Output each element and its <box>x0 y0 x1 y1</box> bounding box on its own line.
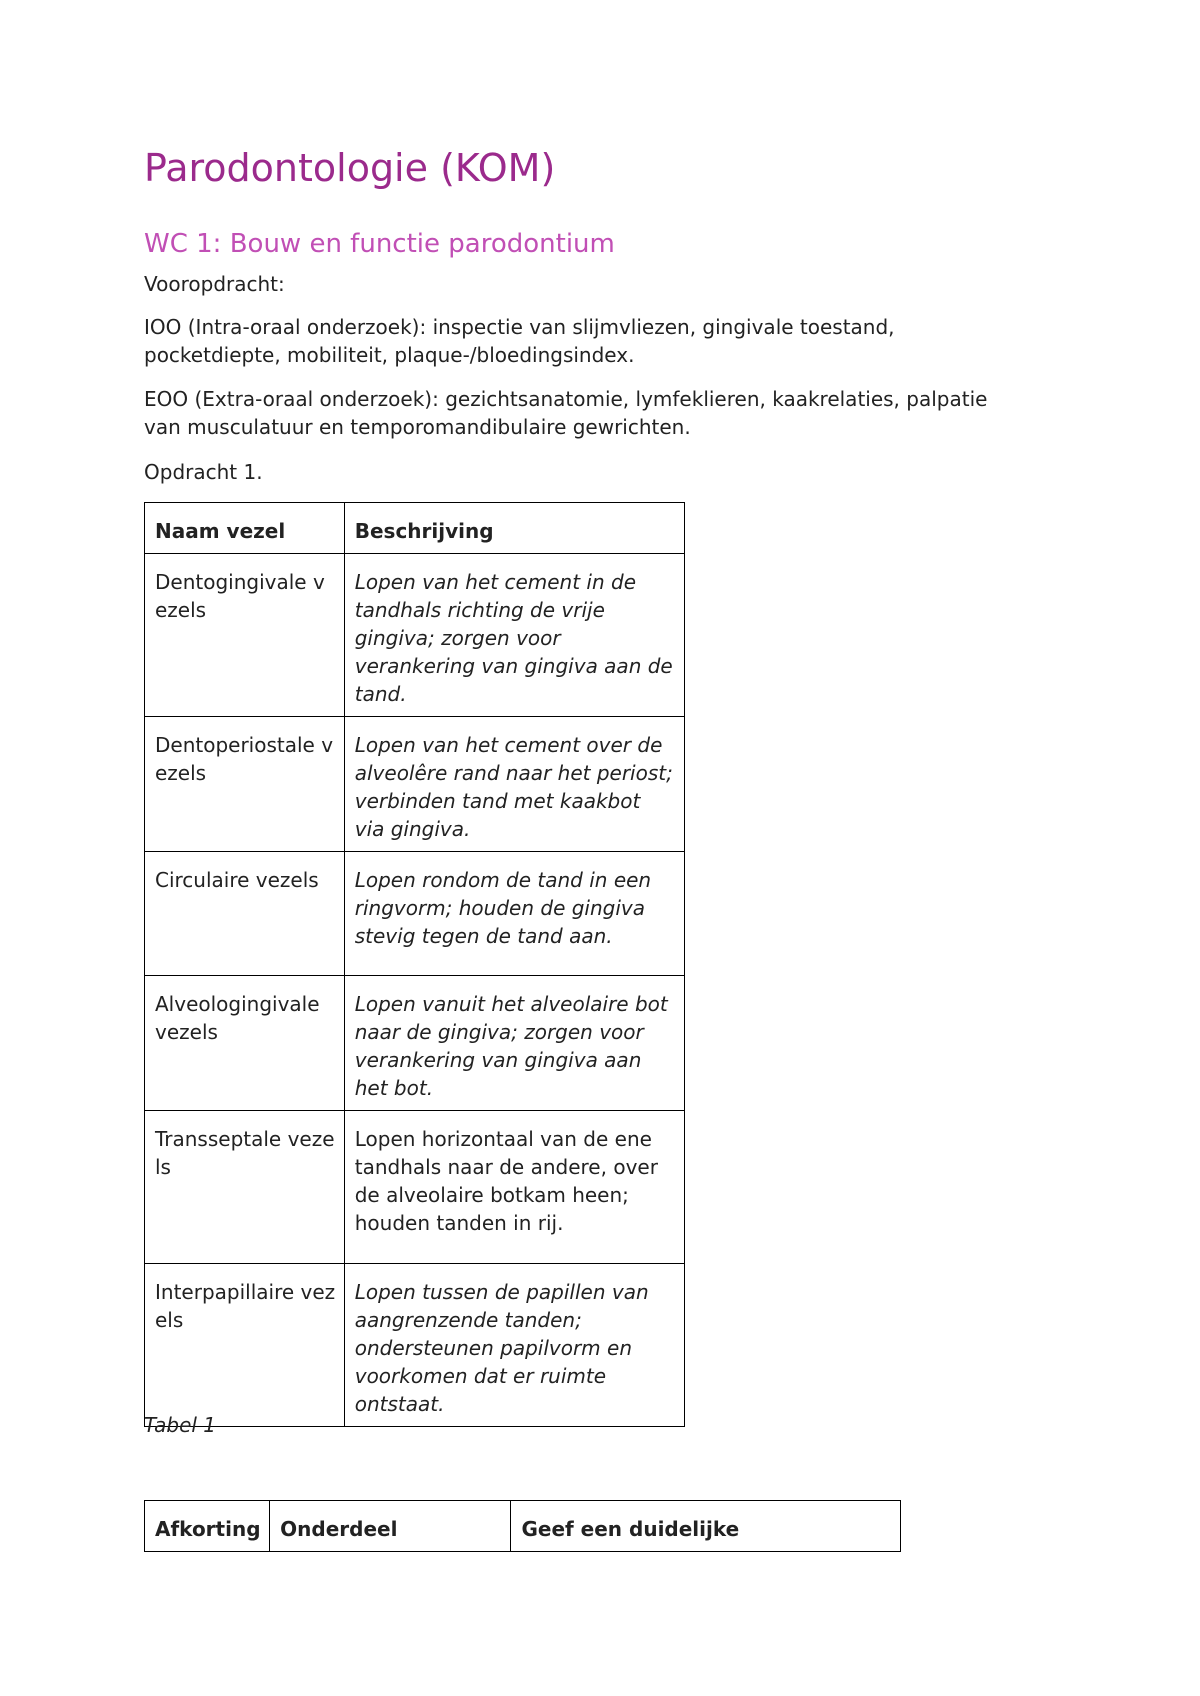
opdracht-paragraph: Opdracht 1. <box>144 460 263 484</box>
table-row <box>145 717 685 852</box>
table-header-row <box>145 503 685 554</box>
header-naam-vezel: Naam vezel <box>145 503 345 554</box>
table-row <box>145 976 685 1111</box>
header-geef-een-duidelijke: Geef een duidelijke <box>511 1501 901 1552</box>
fiber-name-cell: Dentoperiostale vezels <box>145 717 345 852</box>
fiber-description-cell: Lopen tussen de papillen van aangrenzende tanden; ondersteunen papilvorm en voorkomen dat er ruimte ontstaat. <box>344 1264 684 1427</box>
fiber-name-cell: Circulaire vezels <box>145 852 345 976</box>
intro-paragraph: Vooropdracht: <box>144 272 285 296</box>
ioo-paragraph: IOO (Intra-oraal onderzoek): inspectie van slijmvliezen, gingivale toestand, pocketdiepte, mobiliteit, plaque-/bloedingsindex. <box>144 315 895 367</box>
table-row <box>145 1264 685 1427</box>
fiber-description-cell: Lopen van het cement over de alveolêre rand naar het periost; verbinden tand met kaakbot via gingiva. <box>344 717 684 852</box>
abbreviation-table <box>144 1500 901 1552</box>
table-caption: Tabel 1 <box>144 1413 217 1437</box>
table-row <box>145 1111 685 1264</box>
fiber-description-cell: Lopen rondom de tand in een ringvorm; houden de gingiva stevig tegen de tand aan. <box>344 852 684 976</box>
section-heading: WC 1: Bouw en functie parodontium <box>144 229 615 259</box>
table-row <box>145 852 685 976</box>
fiber-name-cell: Transseptale vezels <box>145 1111 345 1264</box>
fiber-table-body <box>145 554 685 1427</box>
fiber-description-cell: Lopen horizontaal van de ene tandhals naar de andere, over de alveolaire botkam heen; houden tanden in rij. <box>344 1111 684 1264</box>
document-title: Parodontologie (KOM) <box>144 146 556 190</box>
fiber-description-cell: Lopen vanuit het alveolaire bot naar de gingiva; zorgen voor verankering van gingiva aan het bot. <box>344 976 684 1111</box>
header-afkorting: Afkorting <box>145 1501 270 1552</box>
table-row <box>145 554 685 717</box>
fiber-name-cell: Interpapillaire vezels <box>145 1264 345 1427</box>
fiber-description-cell: Lopen van het cement in de tandhals richting de vrije gingiva; zorgen voor verankering van gingiva aan de tand. <box>344 554 684 717</box>
fiber-name-cell: Alveologingivale vezels <box>145 976 345 1111</box>
fiber-name-cell: Dentogingivale vezels <box>145 554 345 717</box>
fiber-table <box>144 502 685 1427</box>
header-beschrijving: Beschrijving <box>344 503 684 554</box>
eoo-paragraph: EOO (Extra-oraal onderzoek): gezichtsanatomie, lymfeklieren, kaakrelaties, palpatie van musculatuur en temporomandibulaire gewrichten. <box>144 387 988 439</box>
header-onderdeel: Onderdeel <box>270 1501 511 1552</box>
table-header-row <box>145 1501 901 1552</box>
